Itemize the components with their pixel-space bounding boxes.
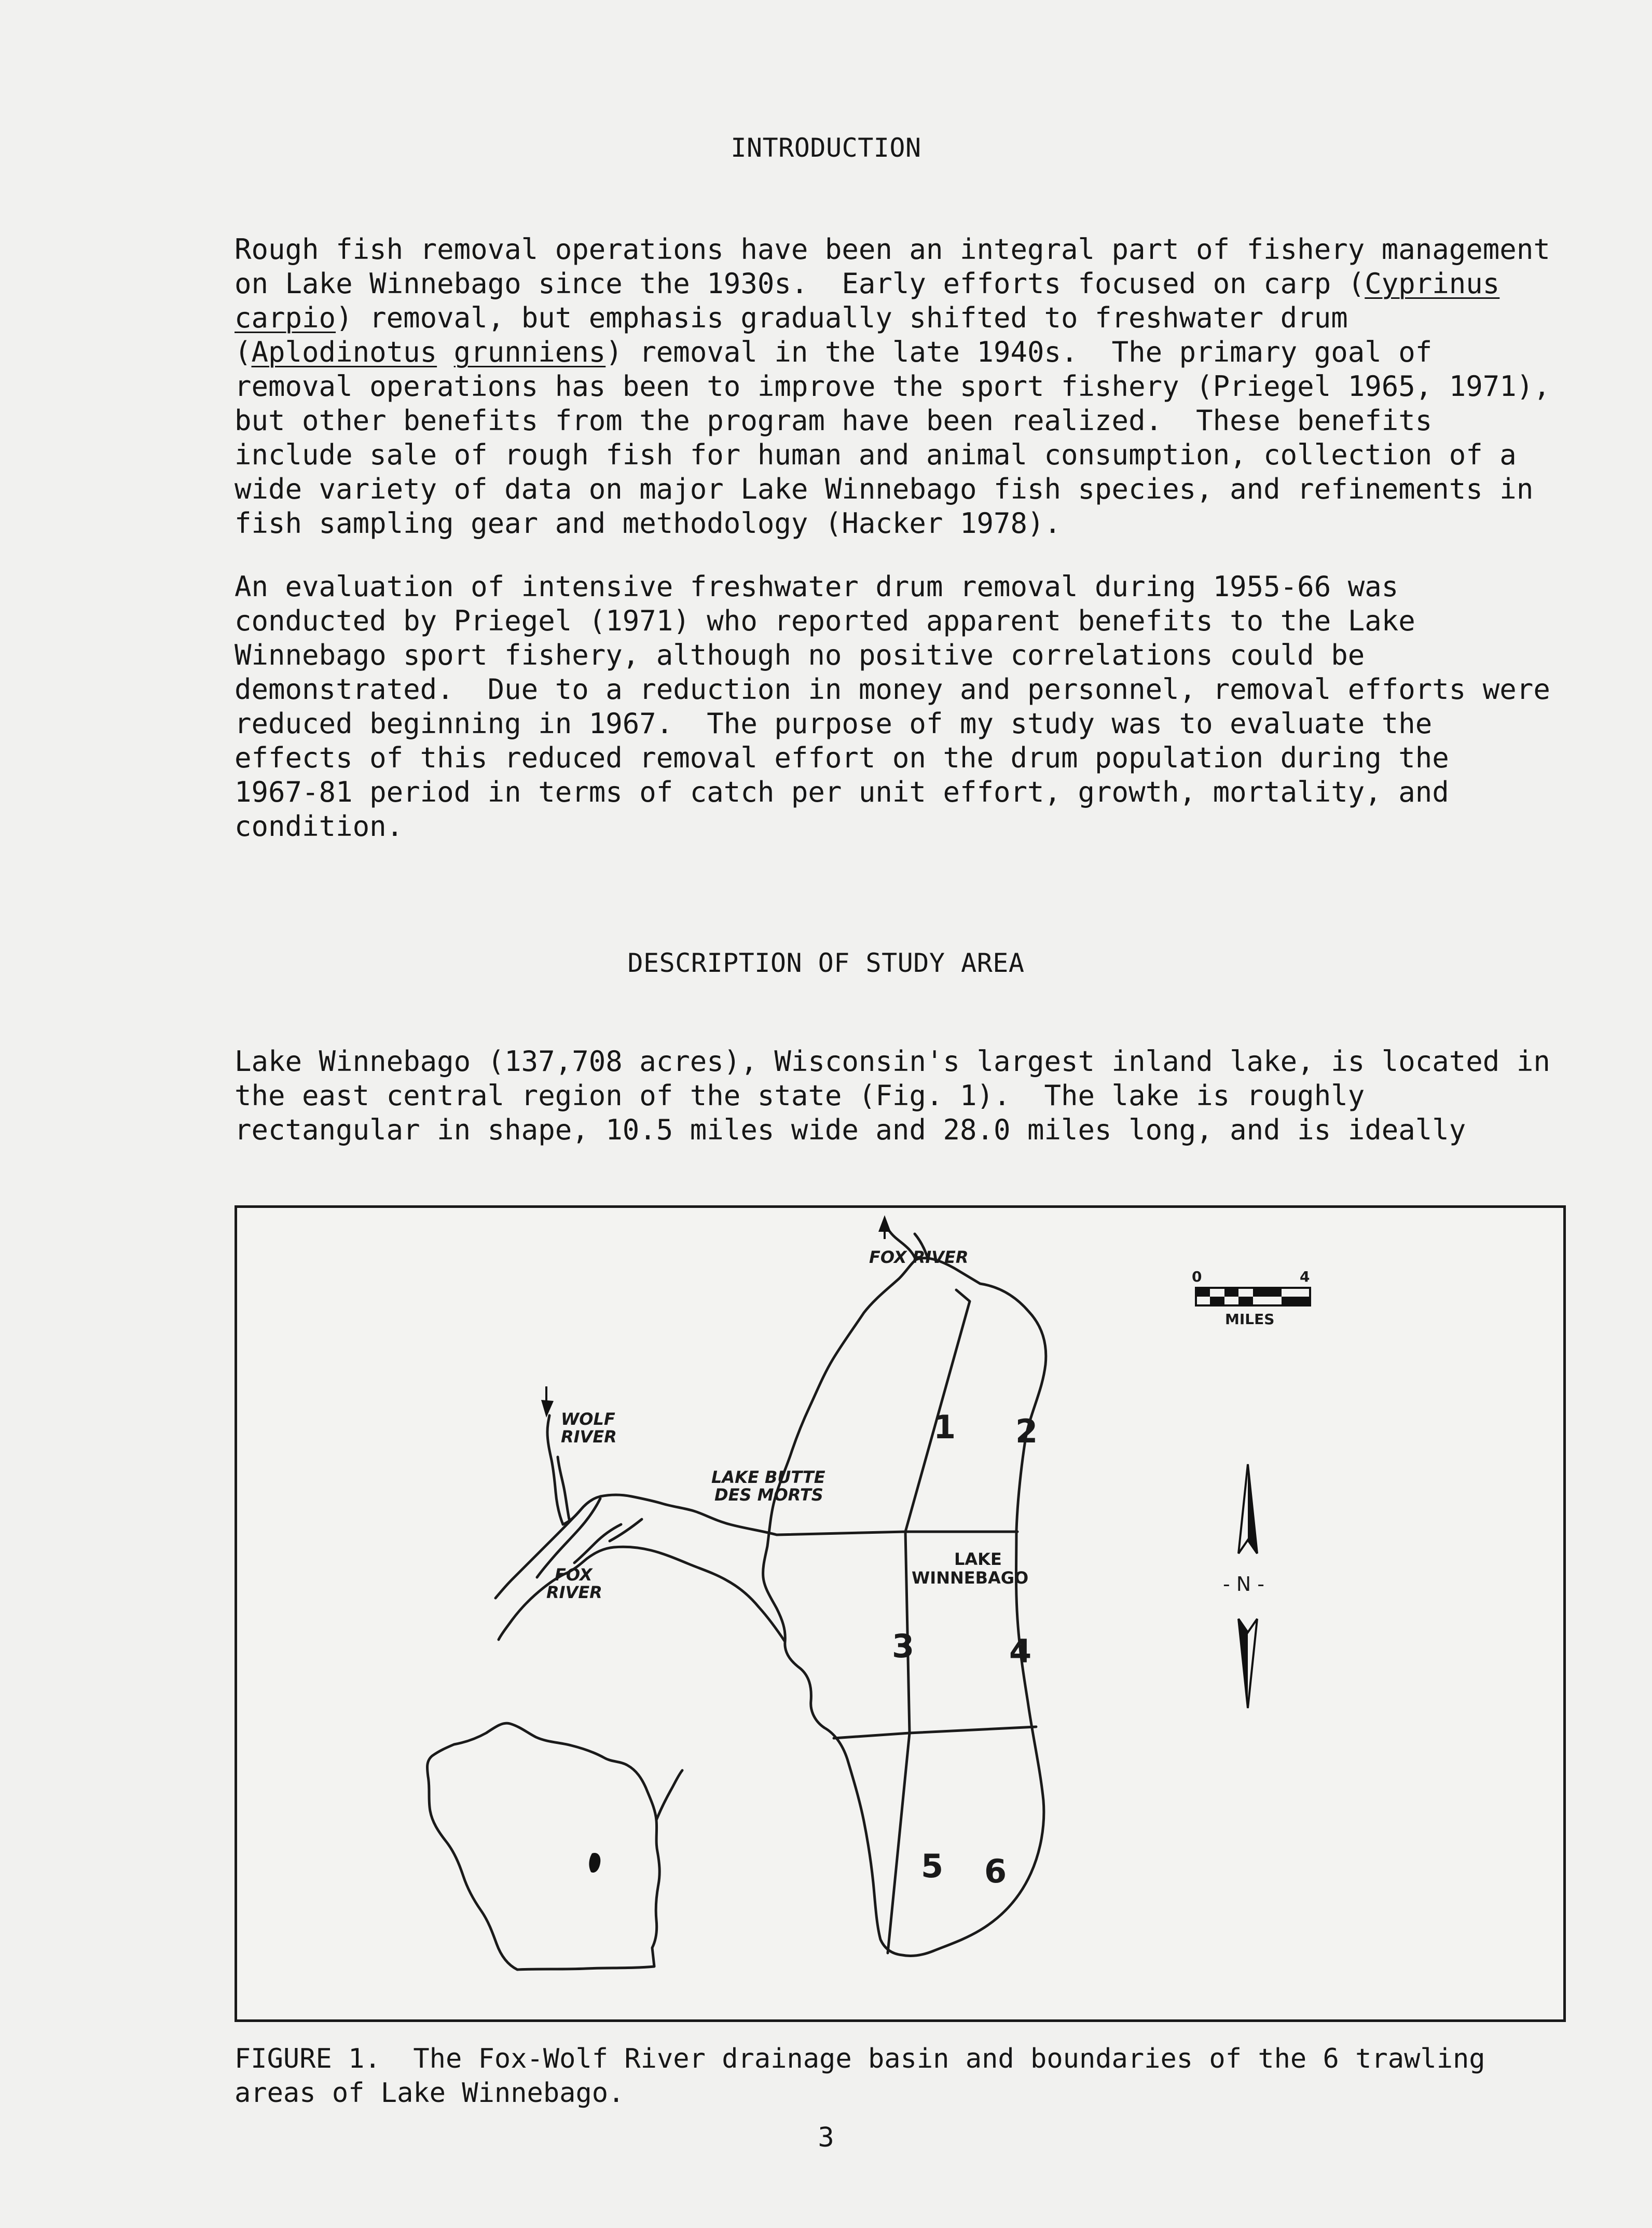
label-fox-river-north: FOX RIVER [869, 1247, 969, 1267]
boundary-line-5-6 [888, 1733, 910, 1953]
introduction-heading: INTRODUCTION [731, 133, 921, 163]
species-name-cyprinus: Cyprinus [1365, 267, 1500, 300]
scale-max-label: 4 [1300, 1268, 1310, 1285]
wolf-river-flow-arrow [541, 1400, 554, 1418]
trawl-area-6: 6 [984, 1852, 1007, 1890]
trawl-area-3: 3 [892, 1627, 915, 1665]
label-wolf-river-1: WOLF [561, 1409, 615, 1429]
scale-unit-label: MILES [1225, 1311, 1275, 1328]
trawl-area-5: 5 [921, 1847, 944, 1885]
boundary-line-north-middle [777, 1532, 1017, 1535]
north-arrow [1223, 1464, 1264, 1708]
north-label: - N - [1223, 1573, 1265, 1596]
label-lake-butte-1: LAKE BUTTE [711, 1467, 825, 1487]
marsh-channel-2 [610, 1519, 642, 1541]
wisconsin-door-peninsula [656, 1770, 682, 1820]
fox-river-flow-arrow [878, 1215, 891, 1232]
wisconsin-state-outline [427, 1723, 659, 1970]
trawl-area-2: 2 [1015, 1412, 1038, 1450]
label-lake-butte-2: DES MORTS [714, 1485, 823, 1505]
introduction-paragraph-2: An evaluation of intensive freshwater drum removal during 1955-66 was conducted by Priegel (1971) who reported apparent benefits to the Lake Winnebago sport fishery, although no positive correlations could be demonstrated. Due to a reduction in money and personnel, removal efforts were reduced beginning in 1967. The purpose of my study was to evaluate the effects of this reduced removal effort on the drum population during the 1967-81 period in terms of catch per unit effort, growth, mortality, and condition. [235, 570, 1550, 843]
lake-winnebago-outline [763, 1258, 1046, 1956]
label-lake-1: LAKE [954, 1549, 1002, 1569]
label-fox-river-west-1: FOX [555, 1565, 593, 1585]
label-wolf-river-2: RIVER [561, 1427, 617, 1447]
figure-1-caption: FIGURE 1. The Fox-Wolf River drainage basin and boundaries of the 6 trawling areas of Lake Winnebago. [235, 2043, 1485, 2109]
wisconsin-lake-winnebago-marker [589, 1853, 600, 1873]
trawl-area-1: 1 [933, 1408, 956, 1446]
boundary-line-middle-south [834, 1727, 1036, 1738]
map-drawing [237, 1208, 1563, 2019]
page-number: 3 [818, 2122, 834, 2153]
trawl-area-4: 4 [1009, 1632, 1032, 1670]
introduction-paragraph-1: Rough fish removal operations have been an integral part of fishery management on Lake Winnebago since the 1930s. Early efforts focused on carp (Cyprinus carpio) removal, but emphasis gradually shifted to freshwater drum (Aplodinotus grunniens) removal in the late 1940s. The primary goal of removal operations has been to improve the sport fishery (Priegel 1965, 1971), but other benefits from the program have been realized. These benefits include sale of rough fish for human and animal consumption, collection of a wide variety of data on major Lake Winnebago fish species, and refinements in fish sampling gear and methodology (Hacker 1978). [235, 233, 1550, 540]
label-lake-2: WINNEBAGO [912, 1568, 1029, 1588]
scale-min-label: 0 [1192, 1268, 1202, 1285]
scale-bar [1192, 1268, 1310, 1328]
marsh-channel-1 [574, 1524, 621, 1563]
species-name-aplodinotus: Aplodinotus [251, 336, 437, 368]
study-area-paragraph: Lake Winnebago (137,708 acres), Wisconsin's largest inland lake, is located in the east central region of the state (Fig. 1). The lake is roughly rectangular in shape, 10.5 miles wide and 28.0 miles long, and is ideally [235, 1045, 1550, 1146]
label-fox-river-west-2: RIVER [546, 1583, 602, 1602]
species-name-grunniens: grunniens [453, 336, 606, 368]
species-name-carpio: carpio [235, 301, 336, 334]
study-area-heading: DESCRIPTION OF STUDY AREA [627, 948, 1025, 978]
figure-1-map [235, 1205, 1566, 2022]
